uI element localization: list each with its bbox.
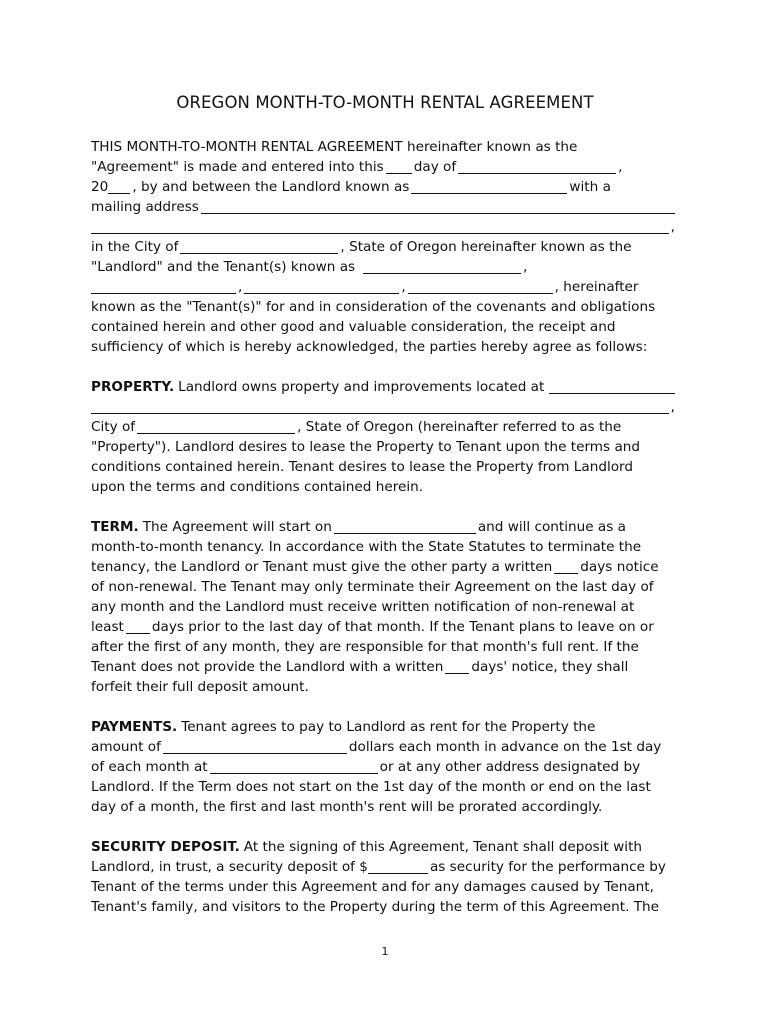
payments-text: amount of	[91, 739, 161, 755]
landlord-name-blank[interactable]	[411, 179, 567, 194]
term-text: days' notice, they shall	[471, 659, 629, 675]
intro-text: with a	[569, 179, 611, 195]
section-heading: TERM.	[91, 519, 139, 535]
tenant-name-blank-3[interactable]	[244, 279, 399, 294]
property-text: , State of Oregon (hereinafter referred to as the	[297, 419, 622, 435]
intro-text: ,	[618, 159, 623, 175]
term-text: after the first of any month, they are responsible for that month's full rent. If the	[91, 639, 639, 655]
intro-text: "Landlord" and the Tenant(s) known as	[91, 259, 356, 275]
payments-text: dollars each month in advance on the 1st day	[348, 739, 662, 755]
term-text: The Agreement will start on	[142, 519, 332, 535]
term-text: days notice	[580, 559, 659, 575]
payments-text: day of a month, the first and last month's rent will be prorated accordingly.	[91, 799, 603, 815]
tenant-name-blank-4[interactable]	[408, 279, 553, 294]
deposit-amount-blank[interactable]	[368, 859, 428, 874]
property-text: "Property"). Landlord desires to lease the Property to Tenant upon the terms and	[91, 439, 641, 455]
payments-text: Landlord. If the Term does not start on the 1st day of the month or end on the last	[91, 779, 651, 795]
document-title: OREGON MONTH-TO-MONTH RENTAL AGREEMENT	[176, 93, 594, 112]
rent-amount-blank[interactable]	[163, 739, 347, 754]
intro-text: day of	[413, 159, 457, 175]
payments-text: of each month at	[91, 759, 208, 775]
intro-text: , hereinafter	[554, 279, 639, 295]
intro-text: ,	[670, 219, 675, 235]
intro-paragraph	[91, 137, 675, 357]
day-blank[interactable]	[386, 159, 412, 174]
intro-text: , State of Oregon hereinafter known as the	[340, 239, 632, 255]
term-text: tenancy, the Landlord or Tenant must give the other party a written	[91, 559, 553, 575]
property-address-blank-2[interactable]	[91, 399, 669, 414]
property-section	[91, 377, 675, 497]
mailing-address-blank[interactable]	[201, 199, 675, 214]
property-text: ,	[670, 399, 675, 415]
notice-days-blank[interactable]	[554, 559, 578, 574]
term-text: days prior to the last day of that month. If the Tenant plans to leave on or	[151, 619, 654, 635]
intro-text: ,	[401, 279, 406, 295]
intro-text: "Agreement" is made and entered into this	[91, 159, 384, 175]
intro-text: 20	[91, 179, 109, 195]
payment-address-blank[interactable]	[210, 759, 378, 774]
security-text: Tenant of the terms under this Agreement and for any damages caused by Tenant,	[91, 879, 654, 895]
property-text: Landlord owns property and improvements located at	[178, 379, 545, 395]
intro-text: in the City of	[91, 239, 179, 255]
payments-text: or at any other address designated by	[379, 759, 641, 775]
month-blank[interactable]	[458, 159, 616, 174]
section-heading: PAYMENTS.	[91, 719, 178, 735]
intro-text: contained herein and other good and valuable consideration, the receipt and	[91, 319, 616, 335]
intro-text: , by and between the Landlord known as	[132, 179, 410, 195]
property-city-blank[interactable]	[137, 419, 295, 434]
intro-text: ,	[238, 279, 243, 295]
security-text: Tenant's family, and visitors to the Property during the term of this Agreement. The	[91, 899, 660, 915]
tenant-name-blank-1[interactable]	[363, 259, 521, 274]
term-text: and will continue as a	[477, 519, 626, 535]
payments-section	[91, 717, 675, 817]
term-text: any month and the Landlord must receive written notification of non-renewal at	[91, 599, 635, 615]
payments-text: Tenant agrees to pay to Landlord as rent for the Property the	[181, 719, 596, 735]
security-deposit-section	[91, 837, 675, 917]
property-address-blank[interactable]	[549, 379, 675, 394]
document-body	[91, 137, 675, 917]
security-text: At the signing of this Agreement, Tenant shall deposit with	[243, 839, 643, 855]
intro-text: sufficiency of which is hereby acknowledged, the parties hereby agree as follows:	[91, 339, 648, 355]
intro-text: known as the "Tenant(s)" for and in consideration of the covenants and obligations	[91, 299, 656, 315]
intro-text: ,	[523, 259, 528, 275]
written-notice-days-blank[interactable]	[445, 659, 469, 674]
city-blank[interactable]	[180, 239, 338, 254]
security-text: Landlord, in trust, a security deposit of $	[91, 859, 368, 875]
term-text: month-to-month tenancy. In accordance with the State Statutes to terminate the	[91, 539, 642, 555]
intro-text: mailing address	[91, 199, 199, 215]
term-text: of non-renewal. The Tenant may only terminate their Agreement on the last day of	[91, 579, 654, 595]
intro-text: THIS MONTH-TO-MONTH RENTAL AGREEMENT hereinafter known as the	[91, 139, 578, 155]
term-text: Tenant does not provide the Landlord with a written	[91, 659, 444, 675]
mailing-address-blank-2[interactable]	[91, 219, 669, 234]
page-number: 1	[381, 945, 389, 958]
year-blank[interactable]	[108, 179, 130, 194]
term-text: least	[91, 619, 124, 635]
prior-days-blank[interactable]	[126, 619, 150, 634]
tenant-name-blank-2[interactable]	[91, 279, 236, 294]
section-heading: SECURITY DEPOSIT.	[91, 839, 240, 855]
term-section	[91, 517, 675, 697]
start-date-blank[interactable]	[334, 519, 476, 534]
property-text: upon the terms and conditions contained herein.	[91, 479, 424, 495]
property-text: City of	[91, 419, 136, 435]
security-text: as security for the performance by	[429, 859, 666, 875]
term-text: forfeit their full deposit amount.	[91, 679, 309, 695]
section-heading: PROPERTY.	[91, 379, 175, 395]
property-text: conditions contained herein. Tenant desires to lease the Property from Landlord	[91, 459, 634, 475]
